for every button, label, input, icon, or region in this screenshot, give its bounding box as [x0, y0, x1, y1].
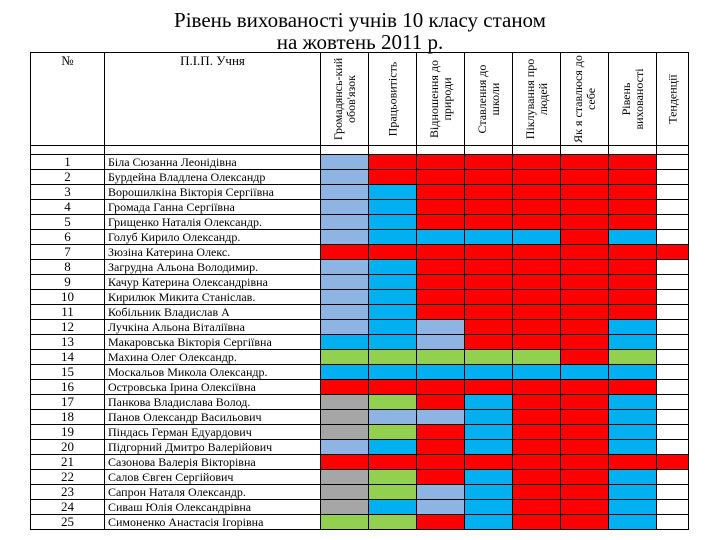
rating-cell: [321, 425, 369, 440]
table-row: [31, 350, 689, 365]
row-number: 8: [31, 260, 105, 275]
row-number: 1: [31, 155, 105, 170]
row-number: 6: [31, 230, 105, 245]
header-col-8: [657, 53, 689, 146]
rating-cell: [609, 275, 657, 290]
rating-cell: [321, 260, 369, 275]
title-line-2: на жовтень 2011 р.: [276, 30, 444, 54]
rating-cell: [609, 305, 657, 320]
rating-cell: [321, 335, 369, 350]
rating-cell: [513, 215, 561, 230]
student-name: Грищенко Наталія Олександр.: [105, 215, 321, 230]
student-name: Островська Ірина Олексіївна: [105, 380, 321, 395]
rating-cell: [609, 245, 657, 260]
table-body: [31, 155, 689, 530]
student-name: Ворошилкіна Вікторія Сергіївна: [105, 185, 321, 200]
rating-cell: [321, 215, 369, 230]
rating-cell: [369, 500, 417, 515]
rating-cell: [465, 260, 513, 275]
rating-cell: [465, 185, 513, 200]
rating-cell: [609, 200, 657, 215]
rating-cell: [417, 395, 465, 410]
rating-cell: [513, 485, 561, 500]
rating-cell: [369, 410, 417, 425]
rating-cell: [657, 515, 689, 530]
rating-cell: [609, 155, 657, 170]
student-name: Кирилюк Микита Станіслав.: [105, 290, 321, 305]
rating-cell: [465, 440, 513, 455]
rating-cell: [561, 365, 609, 380]
header-col-4-label: Ставлення до школи: [474, 64, 502, 134]
row-number: 10: [31, 290, 105, 305]
rating-cell: [561, 260, 609, 275]
rating-cell: [561, 155, 609, 170]
rating-cell: [369, 320, 417, 335]
rating-cell: [609, 455, 657, 470]
row-number: 9: [31, 275, 105, 290]
table-row: [31, 275, 689, 290]
rating-cell: [465, 470, 513, 485]
rating-cell: [657, 155, 689, 170]
table-row: [31, 500, 689, 515]
rating-cell: [417, 455, 465, 470]
student-name: Панов Олександр Васильович: [105, 410, 321, 425]
table-row: [31, 185, 689, 200]
rating-cell: [321, 290, 369, 305]
table-row: [31, 470, 689, 485]
rating-cell: [321, 515, 369, 530]
rating-cell: [561, 440, 609, 455]
rating-cell: [465, 170, 513, 185]
rating-cell: [321, 395, 369, 410]
rating-cell: [465, 230, 513, 245]
student-name: Піндась Герман Едуардович: [105, 425, 321, 440]
student-name: Сапрон Наталя Олександр.: [105, 485, 321, 500]
rating-cell: [513, 365, 561, 380]
rating-cell: [609, 260, 657, 275]
rating-cell: [321, 320, 369, 335]
rating-cell: [417, 215, 465, 230]
row-number: 19: [31, 425, 105, 440]
rating-cell: [609, 485, 657, 500]
rating-cell: [513, 290, 561, 305]
header-col-8-label: Тенденції: [665, 74, 679, 124]
table-row: [31, 200, 689, 215]
rating-cell: [513, 320, 561, 335]
rating-cell: [465, 320, 513, 335]
rating-cell: [321, 350, 369, 365]
rating-cell: [513, 500, 561, 515]
rating-cell: [561, 275, 609, 290]
row-number: 25: [31, 515, 105, 530]
rating-cell: [417, 305, 465, 320]
header-col-7-label: Рівень вихованості: [618, 68, 646, 130]
rating-cell: [321, 305, 369, 320]
rating-cell: [561, 395, 609, 410]
header-num: №: [31, 53, 105, 146]
rating-cell: [609, 230, 657, 245]
row-number: 24: [31, 500, 105, 515]
rating-cell: [465, 200, 513, 215]
rating-cell: [417, 320, 465, 335]
rating-cell: [657, 365, 689, 380]
rating-cell: [417, 440, 465, 455]
student-name: Сиваш Юлія Олександрівна: [105, 500, 321, 515]
table-row: [31, 380, 689, 395]
rating-cell: [657, 395, 689, 410]
rating-cell: [417, 230, 465, 245]
rating-cell: [417, 365, 465, 380]
rating-cell: [321, 380, 369, 395]
rating-cell: [417, 485, 465, 500]
rating-cell: [609, 170, 657, 185]
rating-cell: [561, 470, 609, 485]
rating-cell: [321, 185, 369, 200]
rating-cell: [609, 380, 657, 395]
rating-cell: [417, 425, 465, 440]
rating-cell: [417, 500, 465, 515]
header-col-7: [609, 53, 657, 146]
rating-cell: [657, 185, 689, 200]
rating-cell: [369, 515, 417, 530]
rating-cell: [465, 365, 513, 380]
rating-cell: [417, 470, 465, 485]
header-col-2: [369, 53, 417, 146]
rating-cell: [657, 425, 689, 440]
student-name: Кобільник Владислав А: [105, 305, 321, 320]
rating-cell: [369, 260, 417, 275]
rating-cell: [609, 320, 657, 335]
rating-cell: [321, 245, 369, 260]
rating-cell: [561, 320, 609, 335]
rating-cell: [513, 170, 561, 185]
rating-cell: [561, 455, 609, 470]
rating-cell: [513, 335, 561, 350]
rating-cell: [465, 155, 513, 170]
row-number: 7: [31, 245, 105, 260]
table-row: [31, 365, 689, 380]
header-col-4: [465, 53, 513, 146]
rating-cell: [321, 470, 369, 485]
rating-cell: [561, 305, 609, 320]
student-name: Біла Сюзанна Леонідівна: [105, 155, 321, 170]
header-row: [31, 53, 689, 146]
rating-cell: [321, 230, 369, 245]
rating-cell: [657, 275, 689, 290]
table-row: [31, 455, 689, 470]
rating-cell: [657, 305, 689, 320]
row-number: 4: [31, 200, 105, 215]
rating-cell: [321, 275, 369, 290]
table-row: [31, 515, 689, 530]
rating-cell: [561, 515, 609, 530]
rating-cell: [657, 170, 689, 185]
student-name: Бурдейна Владлена Олександр: [105, 170, 321, 185]
rating-cell: [657, 260, 689, 275]
rating-cell: [417, 185, 465, 200]
rating-cell: [321, 500, 369, 515]
student-name: Лучкіна Альона Віталіївна: [105, 320, 321, 335]
rating-cell: [609, 440, 657, 455]
rating-cell: [609, 290, 657, 305]
table-row: [31, 395, 689, 410]
row-number: 23: [31, 485, 105, 500]
rating-cell: [513, 260, 561, 275]
row-number: 20: [31, 440, 105, 455]
row-number: 15: [31, 365, 105, 380]
rating-cell: [513, 350, 561, 365]
student-name: Голуб Кирило Олександр.: [105, 230, 321, 245]
rating-cell: [321, 200, 369, 215]
row-number: 3: [31, 185, 105, 200]
rating-cell: [465, 380, 513, 395]
rating-cell: [369, 185, 417, 200]
rating-cell: [417, 155, 465, 170]
rating-cell: [369, 440, 417, 455]
rating-cell: [609, 425, 657, 440]
rating-cell: [657, 500, 689, 515]
rating-cell: [561, 410, 609, 425]
rating-cell: [369, 305, 417, 320]
row-number: 13: [31, 335, 105, 350]
student-name: Зюзіна Катерина Олекс.: [105, 245, 321, 260]
rating-cell: [465, 275, 513, 290]
rating-cell: [321, 455, 369, 470]
table-row: [31, 335, 689, 350]
rating-cell: [369, 275, 417, 290]
rating-cell: [513, 515, 561, 530]
table-row: [31, 485, 689, 500]
rating-cell: [513, 395, 561, 410]
rating-cell: [465, 335, 513, 350]
rating-cell: [609, 410, 657, 425]
rating-cell: [657, 350, 689, 365]
student-name: Махина Олег Олександр.: [105, 350, 321, 365]
header-col-3: [417, 53, 465, 146]
header-col-6-label: Як я ставлюся до себе: [570, 55, 598, 143]
rating-cell: [657, 485, 689, 500]
rating-cell: [657, 380, 689, 395]
rating-cell: [369, 335, 417, 350]
rating-cell: [465, 245, 513, 260]
rating-cell: [417, 515, 465, 530]
rating-cell: [513, 440, 561, 455]
rating-cell: [513, 230, 561, 245]
rating-cell: [561, 200, 609, 215]
student-name: Симоненко Анастасія Ігорівна: [105, 515, 321, 530]
rating-cell: [657, 230, 689, 245]
rating-cell: [321, 410, 369, 425]
row-number: 14: [31, 350, 105, 365]
rating-cell: [609, 470, 657, 485]
rating-cell: [465, 410, 513, 425]
rating-cell: [321, 155, 369, 170]
rating-cell: [609, 215, 657, 230]
table-row: [31, 245, 689, 260]
rating-cell: [609, 515, 657, 530]
table-row: [31, 305, 689, 320]
rating-cell: [561, 170, 609, 185]
row-number: 22: [31, 470, 105, 485]
student-name: Салов Євген Сергійович: [105, 470, 321, 485]
rating-cell: [561, 500, 609, 515]
table-row: [31, 425, 689, 440]
rating-cell: [369, 425, 417, 440]
row-number: 2: [31, 170, 105, 185]
rating-cell: [417, 410, 465, 425]
rating-cell: [369, 485, 417, 500]
rating-cell: [369, 395, 417, 410]
rating-cell: [513, 380, 561, 395]
table-row: [31, 290, 689, 305]
rating-cell: [513, 185, 561, 200]
table-row: [31, 230, 689, 245]
rating-cell: [513, 275, 561, 290]
rating-cell: [465, 290, 513, 305]
rating-cell: [417, 245, 465, 260]
rating-cell: [609, 335, 657, 350]
rating-cell: [609, 350, 657, 365]
rating-cell: [513, 470, 561, 485]
rating-cell: [561, 335, 609, 350]
rating-cell: [609, 395, 657, 410]
rating-cell: [417, 260, 465, 275]
student-name: Громада Ганна Сергіївна: [105, 200, 321, 215]
row-number: 18: [31, 410, 105, 425]
rating-cell: [657, 455, 689, 470]
rating-cell: [369, 155, 417, 170]
rating-cell: [513, 245, 561, 260]
header-col-1: [321, 53, 369, 146]
rating-cell: [417, 350, 465, 365]
header-spacer-row: [31, 146, 689, 155]
rating-cell: [657, 215, 689, 230]
rating-cell: [417, 335, 465, 350]
table-row: [31, 155, 689, 170]
rating-cell: [657, 200, 689, 215]
rating-cell: [369, 245, 417, 260]
row-number: 12: [31, 320, 105, 335]
rating-cell: [513, 455, 561, 470]
header-col-1-label: Громадянсь-кий обов'язок: [330, 57, 358, 141]
rating-cell: [417, 275, 465, 290]
rating-cell: [513, 155, 561, 170]
rating-cell: [321, 440, 369, 455]
rating-cell: [513, 200, 561, 215]
rating-cell: [561, 290, 609, 305]
rating-cell: [369, 290, 417, 305]
rating-cell: [369, 215, 417, 230]
row-number: 21: [31, 455, 105, 470]
rating-cell: [561, 245, 609, 260]
header-col-3-label: Відношення до природи: [426, 60, 454, 138]
rating-cell: [609, 365, 657, 380]
rating-cell: [465, 500, 513, 515]
header-col-5-label: Піклування про людей: [522, 58, 550, 140]
rating-cell: [369, 365, 417, 380]
row-number: 17: [31, 395, 105, 410]
rating-cell: [465, 515, 513, 530]
rating-cell: [321, 365, 369, 380]
rating-cell: [657, 470, 689, 485]
rating-cell: [561, 230, 609, 245]
rating-cell: [561, 380, 609, 395]
rating-cell: [369, 230, 417, 245]
row-number: 5: [31, 215, 105, 230]
table-row: [31, 440, 689, 455]
rating-cell: [465, 455, 513, 470]
rating-cell: [657, 410, 689, 425]
rating-cell: [369, 470, 417, 485]
rating-cell: [369, 350, 417, 365]
table-row: [31, 215, 689, 230]
rating-cell: [657, 335, 689, 350]
rating-cell: [369, 380, 417, 395]
rating-cell: [465, 395, 513, 410]
student-name: Москальов Микола Олександр.: [105, 365, 321, 380]
row-number: 11: [31, 305, 105, 320]
rating-cell: [513, 410, 561, 425]
header-col-6: [561, 53, 609, 146]
title-line-1: Рівень вихованості учнів 10 класу станом: [174, 8, 546, 32]
rating-cell: [465, 485, 513, 500]
rating-cell: [321, 485, 369, 500]
rating-cell: [561, 215, 609, 230]
rating-cell: [465, 350, 513, 365]
rating-cell: [561, 185, 609, 200]
header-col-5: [513, 53, 561, 146]
rating-cell: [417, 200, 465, 215]
rating-cell: [465, 215, 513, 230]
header-name: П.І.П. Учня: [105, 53, 321, 146]
student-name: Підгорний Дмитро Валерійович: [105, 440, 321, 455]
table-row: [31, 410, 689, 425]
rating-cell: [561, 425, 609, 440]
student-name: Панкова Владислава Волод.: [105, 395, 321, 410]
rating-cell: [657, 320, 689, 335]
rating-cell: [561, 485, 609, 500]
rating-cell: [513, 305, 561, 320]
rating-cell: [657, 290, 689, 305]
rating-cell: [417, 290, 465, 305]
rating-cell: [321, 170, 369, 185]
rating-cell: [657, 245, 689, 260]
student-name: Макаровська Вікторія Сергіївна: [105, 335, 321, 350]
table-row: [31, 260, 689, 275]
rating-cell: [369, 455, 417, 470]
row-number: 16: [31, 380, 105, 395]
rating-cell: [609, 500, 657, 515]
rating-cell: [513, 425, 561, 440]
student-name: Загрудна Альона Володимир.: [105, 260, 321, 275]
student-name: Сазонова Валерія Вікторівна: [105, 455, 321, 470]
rating-cell: [465, 425, 513, 440]
rating-cell: [465, 305, 513, 320]
upbringing-table: [30, 52, 689, 530]
table-row: [31, 170, 689, 185]
rating-cell: [369, 200, 417, 215]
rating-cell: [657, 440, 689, 455]
header-col-2-label: Працьовитість: [385, 61, 399, 137]
rating-cell: [417, 170, 465, 185]
student-name: Качур Катерина Олександрівна: [105, 275, 321, 290]
table-row: [31, 320, 689, 335]
rating-cell: [561, 350, 609, 365]
rating-cell: [369, 170, 417, 185]
rating-cell: [609, 185, 657, 200]
rating-cell: [417, 380, 465, 395]
